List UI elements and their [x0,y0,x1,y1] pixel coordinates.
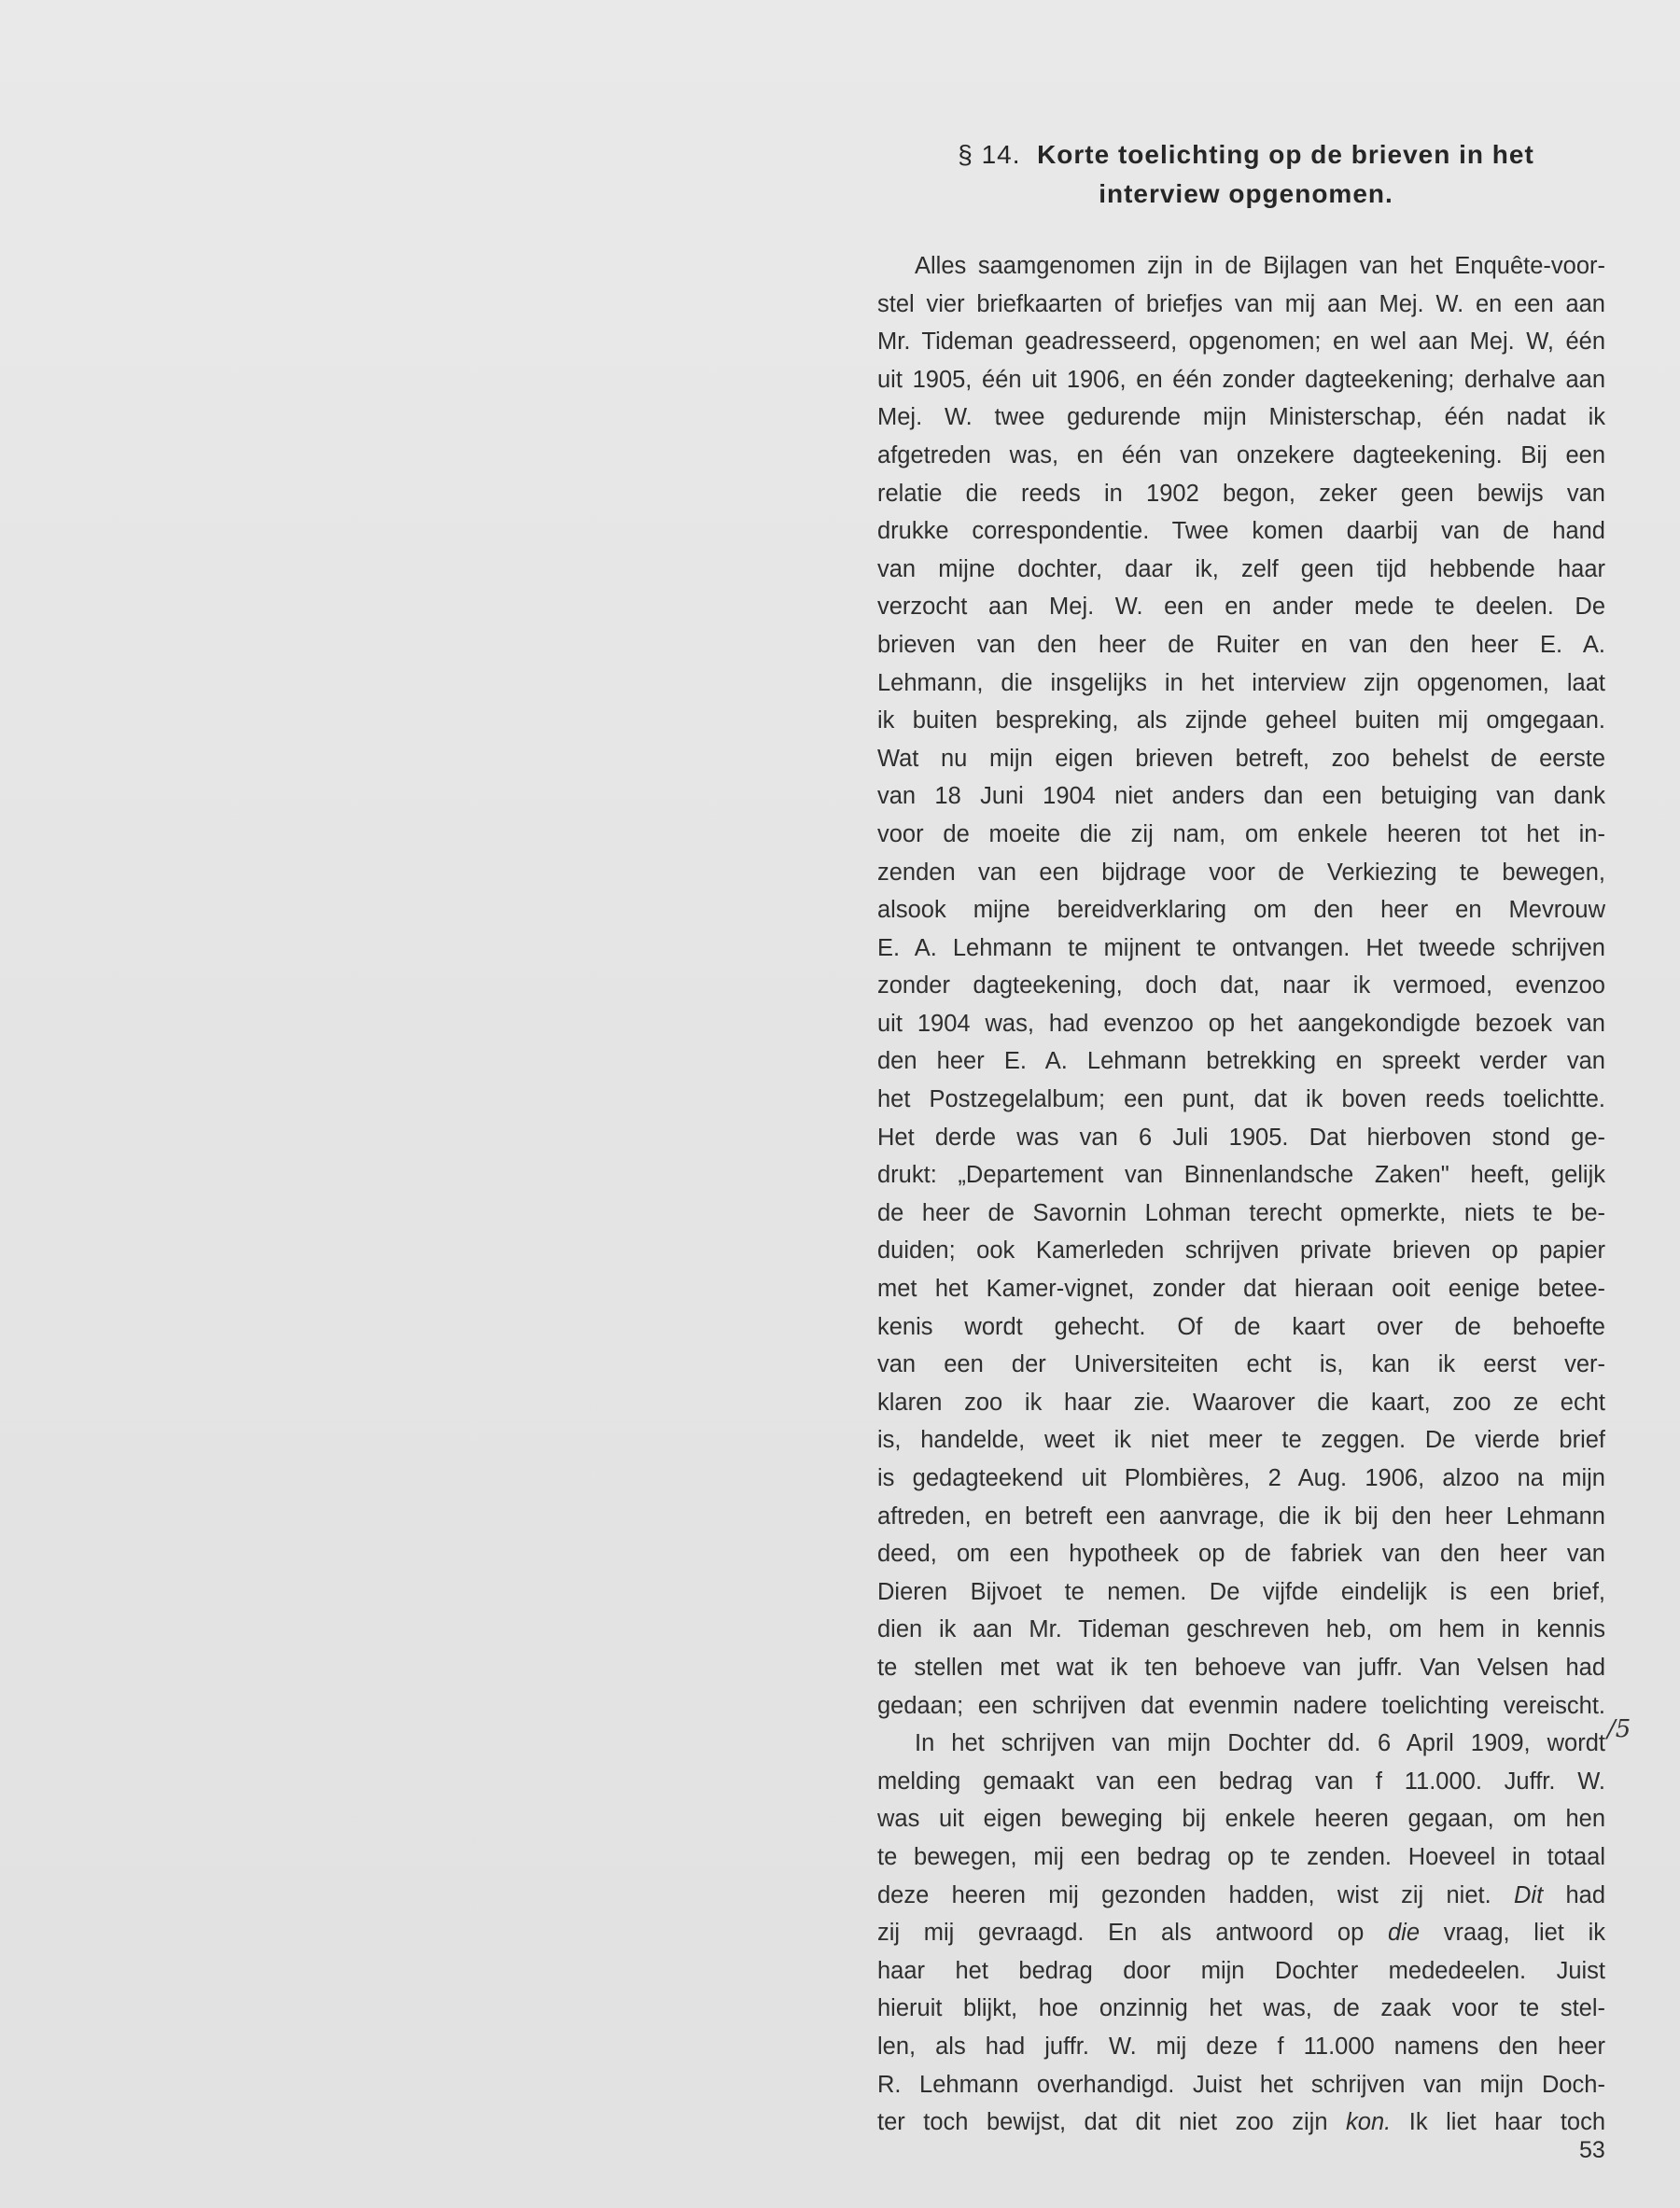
text-segment: Ik liet haar toch [1408,2109,1606,2136]
text-line: klaren zoo ik haar zie. Waarover die kaart, zoo ze echt [877,1389,1605,1416]
text-line: haar het bedrag door mijn Dochter mededeelen. Juist [877,1957,1605,1984]
text-line: drukke correspondentie. Twee komen daarbij van de hand [877,518,1605,545]
text-line: het Postzegelalbum; een punt, dat ik boven reeds toelichtte. [877,1086,1605,1113]
text-line: len, als had juffr. W. mij deze f 11.000 namens den heer [877,2033,1605,2060]
text-line: kenis wordt gehecht. Of de kaart over de behoefte [877,1313,1605,1340]
italic-word-kon: kon. [1346,2109,1392,2136]
text-line: van mijne dochter, daar ik, zelf geen tijd hebbende haar [877,555,1605,582]
text-line: hieruit blijkt, hoe onzinnig het was, de zaak voor te stel- [877,1995,1605,2022]
text-line: zonder dagteekening, doch dat, naar ik vermoed, evenzoo [877,972,1605,999]
text-line: Dieren Bijvoet te nemen. De vijfde eindelijk is een brief, [877,1578,1605,1605]
heading-title-line-2: interview opgenomen. [1099,179,1393,208]
heading-title-line-1: Korte toelichting op de brieven in het [1037,140,1534,169]
text-line: met het Kamer-vignet, zonder dat hieraan ooit eenige betee- [877,1276,1605,1303]
section-number: § 14. [958,140,1021,169]
text-line: drukt: „Departement van Binnenlandsche Zaken" heeft, gelijk [877,1162,1605,1189]
text-line: de heer de Savornin Lohman terecht opmerkte, niets te be- [877,1199,1605,1226]
text-line: te stellen met wat ik ten behoeve van juffr. Van Velsen had [877,1654,1605,1681]
heading-line-1 [891,135,1601,175]
text-line: Mr. Tideman geadresseerd, opgenomen; en wel aan Mej. W, één [877,328,1605,356]
text-line: relatie die reeds in 1902 begon, zeker geen bewijs van [877,480,1605,507]
text-line: melding gemaakt van een bedrag van f 11.000. Juffr. W. [877,1768,1605,1795]
text-line: Alles saamgenomen zijn in de Bijlagen van het Enquête-voor- [915,253,1605,279]
handwritten-margin-note: /5 [1607,1715,1631,1743]
text-line: is gedagteekend uit Plombières, 2 Aug. 1906, alzoo na mijn [877,1465,1605,1491]
text-segment: ter toch bewijst, dat dit niet zoo zijn [877,2109,1328,2136]
text-line: deed, om een hypotheek op de fabriek van den heer van [877,1541,1605,1568]
text-line: van een der Universiteiten echt is, kan ik eerst ver- [877,1351,1605,1378]
text-line-with-italic [877,1877,1605,1915]
text-line: aftreden, en betreft een aanvrage, die ik bij den heer Lehmann [877,1502,1605,1530]
text-segment: deze heeren mij gezonden hadden, wist zij niet. [877,1881,1491,1908]
text-line: Het derde was van 6 Juli 1905. Dat hierboven stond ge- [877,1124,1605,1151]
text-line: alsook mijne bereidverklaring om den heer en Mevrouw [877,897,1605,924]
italic-word-die: die [1387,1920,1421,1947]
text-segment: zij mij gevraagd. En als antwoord op [877,1920,1365,1947]
text-line-with-italic [877,2103,1605,2142]
text-line: den heer E. A. Lehmann betrekking en spreekt verder van [877,1048,1605,1075]
text-line: uit 1905, één uit 1906, en één zonder dagteekening; derhalve aan [877,366,1605,393]
text-line: Lehmann, die insgelijks in het interview zijn opgenomen, laat [877,669,1605,696]
text-line: verzocht aan Mej. W. een en ander mede te deelen. De [877,594,1605,621]
body-text [877,247,1605,2142]
text-line: was uit eigen beweging bij enkele heeren gegaan, om hen [877,1806,1605,1833]
text-segment: had [1565,1881,1605,1908]
text-line: gedaan; een schrijven dat evenmin nadere toelichting vereischt. [877,1692,1605,1719]
text-line: brieven van den heer de Ruiter en van den heer E. A. [877,631,1605,658]
page-number: 53 [1579,2137,1605,2163]
text-line: Mej. W. twee gedurende mijn Ministerschap, één nadat ik [877,404,1605,431]
text-line: Wat nu mijn eigen brieven betreft, zoo behelst de eerste [877,745,1605,772]
text-line: R. Lehmann overhandigd. Juist het schrijven van mijn Doch- [877,2071,1605,2098]
text-line-with-italic [877,1914,1605,1952]
text-line: is, handelde, weet ik niet meer te zeggen. De vierde brief [877,1427,1605,1454]
text-line: stel vier briefkaarten of briefjes van mij aan Mej. W. en een aan [877,290,1605,317]
text-line: te bewegen, mij een bedrag op te zenden. Hoeveel in totaal [877,1843,1605,1870]
section-heading [891,135,1601,214]
text-line: afgetreden was, en één van onzekere dagteekening. Bij een [877,441,1605,468]
text-line: zenden van een bijdrage voor de Verkiezing te bewegen, [877,859,1605,886]
italic-word-dit: Dit [1513,1881,1544,1908]
text-line: In het schrijven van mijn Dochter dd. 6 April 1909, wordt [915,1730,1605,1757]
text-line: E. A. Lehmann te mijnent te ontvangen. Het tweede schrijven [877,934,1605,961]
text-line: uit 1904 was, had evenzoo op het aangekondigde bezoek van [877,1010,1605,1037]
text-line: dien ik aan Mr. Tideman geschreven heb, om hem in kennis [877,1616,1605,1643]
text-segment: vraag, liet ik [1443,1920,1605,1947]
text-line: van 18 Juni 1904 niet anders dan een betuiging van dank [877,783,1605,810]
text-line: duiden; ook Kamerleden schrijven private brieven op papier [877,1237,1605,1265]
text-line: ik buiten bespreking, als zijnde geheel buiten mij omgegaan. [877,707,1605,734]
text-line: voor de moeite die zij nam, om enkele heeren tot het in- [877,820,1605,847]
